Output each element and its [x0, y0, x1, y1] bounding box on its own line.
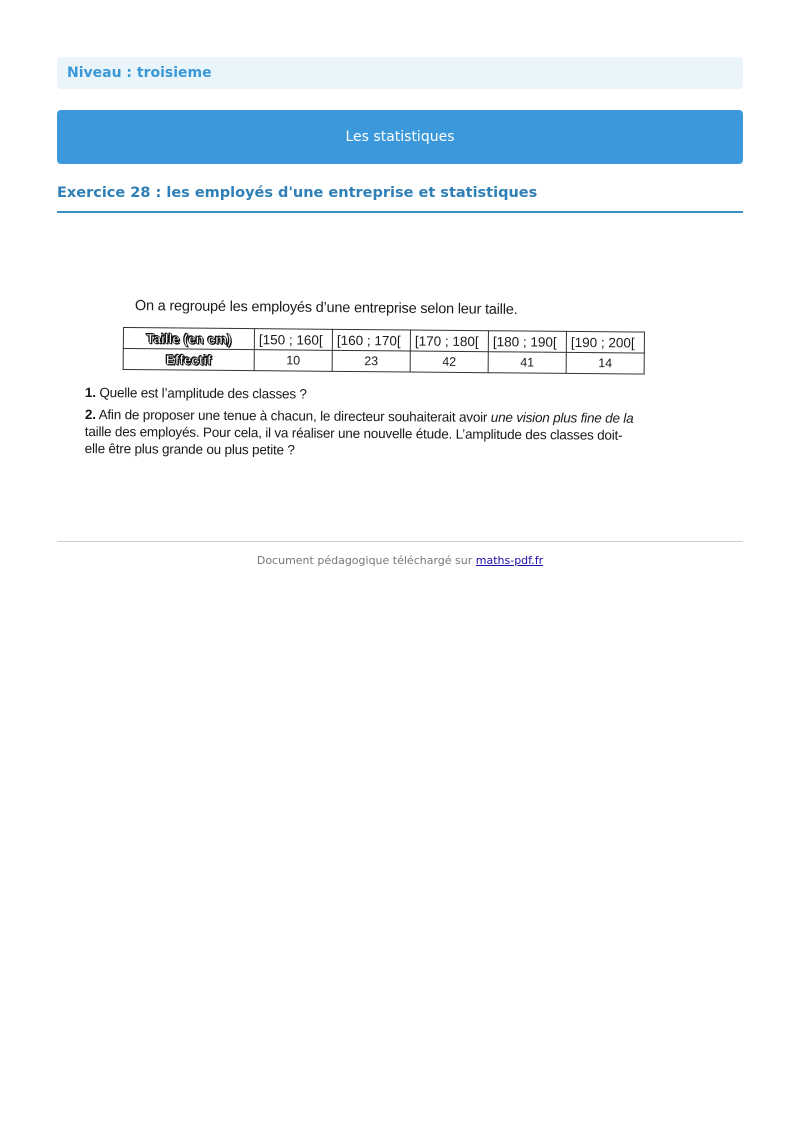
table-row-effectifs [123, 349, 644, 375]
level-banner [57, 57, 743, 89]
footer-divider [57, 541, 743, 542]
table-cell-class: [160 ; 170[ [332, 329, 410, 351]
table-cell-effectif: 23 [332, 350, 410, 372]
level-label: Niveau : troisieme [67, 65, 212, 81]
question-1-text: Quelle est l’amplitude des classes ? [99, 385, 307, 402]
footer-link[interactable]: maths-pdf.fr [475, 554, 544, 567]
question-2-text-italic: une vision plus fine de la [490, 409, 634, 426]
table-cell-effectif: 10 [254, 350, 332, 372]
footer [0, 554, 800, 567]
table-cell-effectif: 42 [410, 351, 488, 373]
table-cell-class: [190 ; 200[ [566, 331, 644, 353]
table-cell-effectif: 14 [566, 352, 644, 374]
table-cell-class: [170 ; 180[ [410, 330, 488, 352]
question-2-number: 2. [84, 406, 96, 423]
question-1-number: 1. [84, 384, 96, 401]
frequency-table [123, 327, 645, 375]
question-2-text-b: taille des employés. Pour cela, il va réaliser une nouvelle étude. L’amplitude des classes doit- [84, 423, 623, 443]
question-1 [85, 384, 307, 403]
question-2-text-a: Afin de proposer une tenue à chacun, le directeur souhaiterait avoir [98, 407, 491, 425]
exercise-title: Exercice 28 : les employés d'une entreprise et statistiques [57, 185, 538, 201]
exercise-intro: On a regroupé les employés d’une entreprise selon leur taille. [134, 298, 518, 319]
exercise-heading [57, 185, 743, 213]
exercise-scan [80, 290, 680, 470]
table-cell-class: [180 ; 190[ [488, 331, 566, 353]
table-header-effectif: Effectif [123, 349, 254, 371]
chapter-title: Les statistiques [345, 129, 455, 145]
question-2 [85, 406, 685, 461]
table-cell-class: [150 ; 160[ [254, 329, 332, 351]
footer-text: Document pédagogique téléchargé sur [256, 554, 476, 567]
table-cell-effectif: 41 [488, 352, 566, 374]
chapter-title-bar [57, 110, 743, 164]
question-2-text-c: elle être plus grande ou plus petite ? [84, 440, 295, 458]
table-header-taille: Taille (en cm) [123, 328, 254, 350]
